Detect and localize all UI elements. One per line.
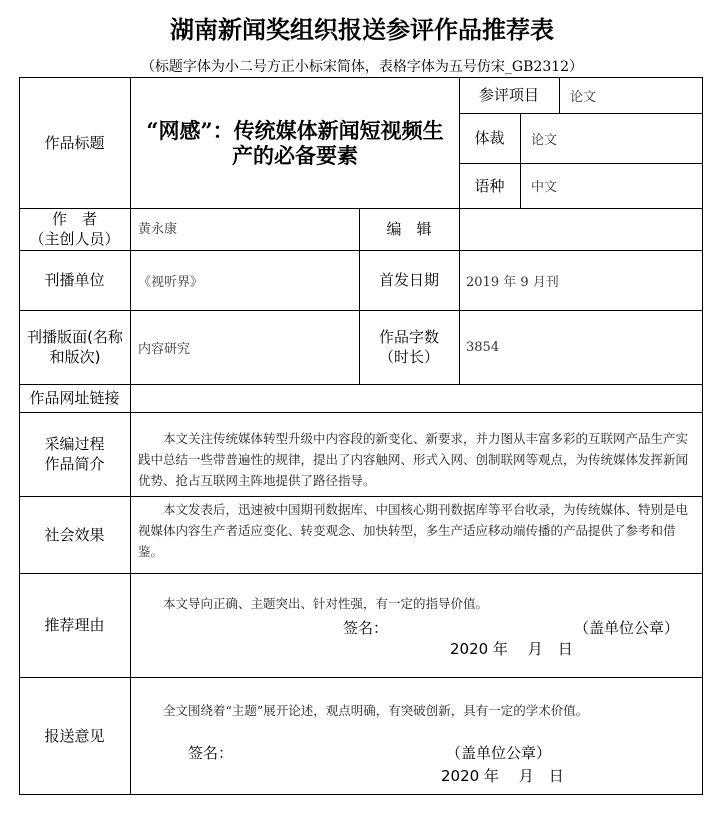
opinion-seal: （盖单位公章）	[446, 744, 552, 762]
col-divider	[559, 77, 560, 113]
url-value	[138, 384, 698, 412]
reason-text: 本文导向正确、主题突出、针对性强，有一定的指导价值。	[163, 596, 489, 611]
first-date-label: 首发日期	[378, 271, 439, 289]
category-label: 参评项目	[478, 86, 539, 104]
word-count-label	[359, 310, 459, 384]
summary-label-line2: 作品简介	[44, 455, 105, 473]
publisher-label: 刊播单位	[44, 271, 105, 289]
form-title: 湖南新闻奖组织报送参评作品推荐表	[170, 15, 554, 44]
form-subtitle: （标题字体为小二号方正小标宋简体，表格字体为五号仿宋_GB2312）	[140, 59, 584, 75]
url-label: 作品网址链接	[29, 389, 120, 407]
work-title-value: “网感”：传统媒体新闻短视频生产的必备要素	[146, 117, 444, 168]
language-label: 语种	[474, 176, 505, 195]
opinion-label: 报送意见	[44, 727, 105, 745]
first-date-value: 2019 年 9 月刊	[466, 274, 559, 290]
author-label-line1: 作 者	[51, 210, 97, 228]
language-value: 中文	[531, 180, 558, 195]
reason-seal: （盖单位公章）	[574, 619, 680, 637]
author-label-line2: （主创人员）	[29, 230, 120, 248]
section-value: 内容研究	[138, 341, 191, 357]
work-title-label: 作品标题	[44, 133, 105, 152]
section-label: 刊播版面(名称和版次)	[27, 328, 123, 366]
editor-label: 编 辑	[386, 220, 432, 238]
genre-label: 体裁	[474, 129, 505, 147]
reason-label: 推荐理由	[44, 616, 105, 634]
genre-value: 论文	[531, 132, 558, 148]
opinion-sign: 签名：	[188, 744, 234, 762]
summary-text: 本文关注传统媒体转型升级中内容段的新变化、新要求，并力图从丰富多彩的互联网产品生产实践中总结一些带普遍性的规律，提出了内容触网、形式入网、创制联网等观点，为传统媒体发挥新闻优势、抢占互联网主阵地提供了路径指导。	[138, 431, 689, 488]
author-label	[19, 208, 130, 250]
opinion-date: 2020 年 月 日	[441, 767, 564, 785]
publisher-value: 《视听界》	[138, 274, 204, 290]
editor-value	[468, 208, 698, 250]
reason-date: 2020 年 月 日	[450, 640, 573, 658]
col-divider	[520, 113, 521, 208]
summary-label	[19, 412, 130, 496]
summary-label-line1: 采编过程	[44, 435, 105, 453]
word-count-label-line1: 作品字数	[378, 328, 439, 346]
col-divider	[130, 77, 131, 795]
reason-sign: 签名：	[343, 619, 389, 637]
author-value: 黄永康	[138, 221, 178, 237]
word-count-value: 3854	[466, 339, 500, 355]
impact-text: 本文发表后，迅速被中国期刊数据库、中国核心期刊数据库等平台收录，为传统媒体、特别是电视媒体内容生产者适应变化、转变观念、加快转型，多生产适应移动端传播的产品提供了参考和借鉴。	[138, 502, 689, 559]
impact-label: 社会效果	[44, 525, 105, 544]
category-value: 论文	[570, 89, 597, 105]
word-count-label-line2: （时长）	[378, 348, 439, 366]
opinion-text: 全文围绕着“主题”展开论述，观点明确，有突破创新，具有一定的学术价值。	[163, 703, 589, 718]
